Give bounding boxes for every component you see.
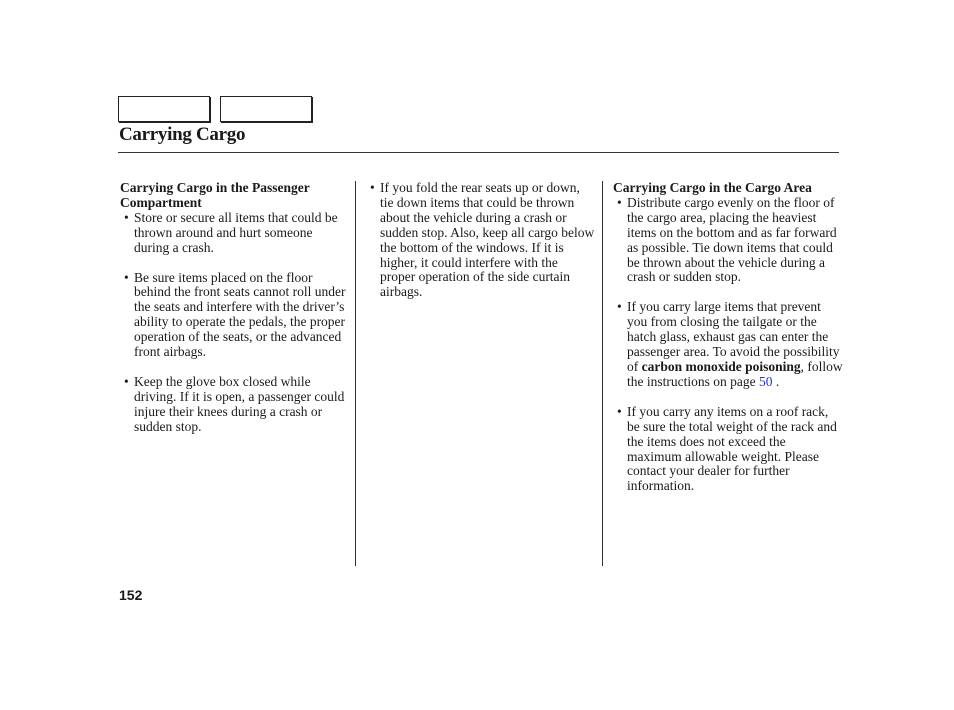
bullet-item: • Distribute cargo evenly on the floor of the cargo area, placing the heaviest items on the bottom and as far forward as possible. Tie down items that could be thrown about the vehicle during a crash or sudden stop. [613, 196, 843, 285]
column-divider-2 [602, 181, 603, 566]
warning-emphasis: carbon monoxide poisoning [641, 358, 801, 374]
nav-button-1[interactable] [118, 96, 210, 122]
bullet-item: • Be sure items placed on the floor behind the front seats cannot roll under the seats and interfere with the driver’s ability to operate the pedals, the proper operation of the seats, or the advanced front airbags. [120, 271, 350, 360]
bullet-text: , follow the instructions on page [627, 358, 843, 389]
bullet-item: • If you fold the rear seats up or down, tie down items that could be thrown about the vehicle during a crash or sudden stop. Also, keep all cargo below the bottom of the windows. If it is higher, it could interfere with the proper operation of the side curtain airbags. [370, 181, 596, 300]
page-title: Carrying Cargo [119, 124, 246, 145]
title-divider [118, 152, 839, 153]
left-column [120, 181, 350, 450]
middle-column [370, 181, 596, 315]
page-number: 152 [119, 587, 143, 603]
bullet-item [613, 300, 843, 389]
page-reference-link[interactable]: 50 [758, 373, 773, 389]
bullet-item: • If you carry any items on a roof rack, be sure the total weight of the rack and the items does not exceed the maximum allowable weight. Please contact your dealer for further information. [613, 405, 843, 494]
section-heading-passenger-compartment: Carrying Cargo in the Passenger Compartment [120, 180, 310, 210]
bullet-text: . [772, 373, 780, 389]
bullet-item: • Keep the glove box closed while driving. If it is open, a passenger could injure their knees during a crash or sudden stop. [120, 375, 350, 435]
nav-button-2[interactable] [220, 96, 312, 122]
section-heading-cargo-area: Carrying Cargo in the Cargo Area [613, 180, 812, 195]
bullet-item: • Store or secure all items that could be thrown around and hurt someone during a crash. [120, 211, 350, 256]
right-column [613, 181, 843, 509]
bullet-text: If you carry large items that prevent you from closing the tailgate or the hatch glass, exhaust gas can enter the passenger area. To avoid the possibility of [627, 299, 840, 374]
column-divider-1 [355, 181, 356, 566]
